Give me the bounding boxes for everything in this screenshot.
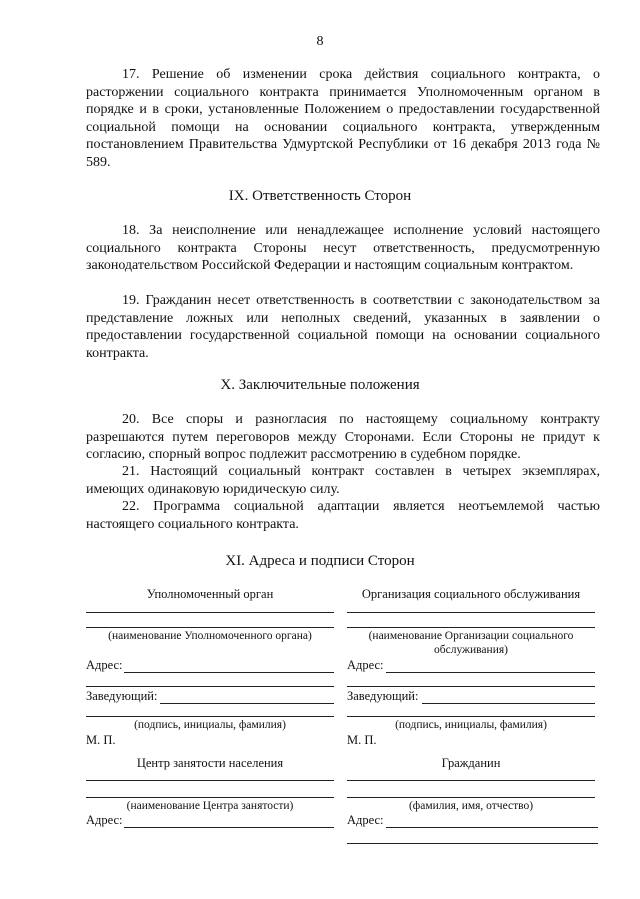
section-heading-9: IX. Ответственность Сторон	[228, 188, 412, 204]
authority-name-caption: (наименование Уполномоченного органа)	[108, 630, 312, 642]
organization-name-line	[347, 612, 595, 613]
authority-sign-line	[86, 716, 334, 717]
authority-address-line-2	[86, 686, 334, 687]
paragraph-17: 17. Решение об изменении срока действия социального контракта, о расторжении социального контракта принимается Уполномоченным органом в порядке и в сроки, установленные Положением о предоставлении государственной социальной помощи на основании социального контракта, утвержденным постановлением Правительства Удмуртской Республики от 16 декабря 2013 года № 589.	[86, 67, 600, 170]
paragraph-20: 20. Все споры и разногласия по настоящему социальному контракту разрешаются путем переговоров между Сторонами. Если Стороны не придут к согласию, спорный вопрос подлежит рассмотрению в судебном порядке.	[86, 412, 600, 463]
authority-address-label: Адрес:	[86, 658, 123, 672]
employment-name-line-2	[86, 797, 334, 798]
employment-title: Центр занятости населения	[136, 756, 284, 770]
citizen-address-label: Адрес:	[347, 813, 384, 827]
citizen-address-line	[386, 827, 598, 828]
paragraph-19: 19. Гражданин несет ответственность в соответствии с законодательством за представление ложных или неполных сведений, указанных в заявлении о предоставлении государственной социальной помощи на основании социального контракта.	[86, 293, 600, 361]
authority-name-line-2	[86, 627, 334, 628]
employment-name-caption: (наименование Центра занятости)	[126, 800, 294, 812]
citizen-address-line-2	[347, 843, 598, 844]
organization-stamp: М. П.	[347, 733, 377, 747]
organization-name-line-2	[347, 627, 595, 628]
authority-head-line	[160, 703, 334, 704]
authority-head-label: Заведующий:	[86, 689, 158, 703]
organization-name-caption: (наименование Организации социального обслуживания)	[368, 630, 574, 656]
citizen-name-caption: (фамилия, имя, отчество)	[408, 800, 534, 812]
organization-sign-caption: (подпись, инициалы, фамилия)	[395, 719, 547, 731]
page-number: 8	[316, 34, 324, 49]
organization-title: Организация социального обслуживания	[361, 587, 581, 601]
section-heading-11: XI. Адреса и подписи Сторон	[225, 553, 415, 569]
authority-title: Уполномоченный орган	[146, 587, 274, 601]
organization-sign-line	[347, 716, 595, 717]
employment-address-label: Адрес:	[86, 813, 123, 827]
authority-address-line	[124, 672, 334, 673]
paragraph-22: 22. Программа социальной адаптации является неотъемлемой частью настоящего социального контракта.	[86, 499, 600, 532]
organization-address-line	[386, 672, 595, 673]
organization-head-label: Заведующий:	[347, 689, 419, 703]
section-heading-10: X. Заключительные положения	[220, 377, 420, 393]
authority-name-line	[86, 612, 334, 613]
paragraph-21: 21. Настоящий социальный контракт составлен в четырех экземплярах, имеющих одинаковую юридическую силу.	[86, 464, 600, 497]
employment-name-line	[86, 780, 334, 781]
authority-sign-caption: (подпись, инициалы, фамилия)	[134, 719, 286, 731]
citizen-name-line	[347, 780, 595, 781]
employment-address-line	[124, 827, 334, 828]
authority-stamp: М. П.	[86, 733, 116, 747]
organization-head-line	[422, 703, 595, 704]
citizen-name-line-2	[347, 797, 595, 798]
organization-address-label: Адрес:	[347, 658, 384, 672]
paragraph-18: 18. За неисполнение или ненадлежащее исполнение условий настоящего социального контракта Стороны несут ответственность, предусмотренную законодательством Российской Федерации и настоящим социальным контрактом.	[86, 223, 600, 274]
organization-address-line-2	[347, 686, 595, 687]
citizen-title: Гражданин	[441, 756, 501, 770]
